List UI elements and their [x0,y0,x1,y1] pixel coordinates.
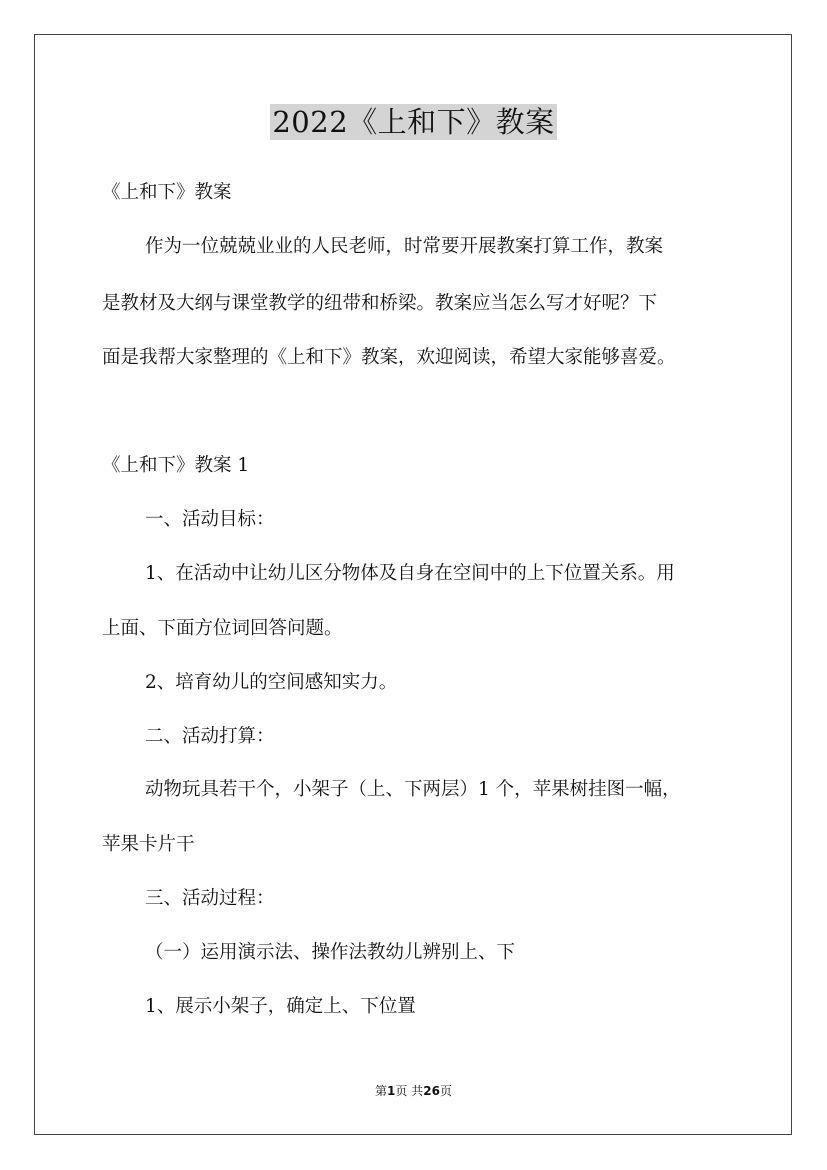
footer-prefix: 第 [375,1084,388,1098]
footer-mid: 页 共 [395,1084,424,1098]
title-container [0,104,827,140]
footer-total-pages: 26 [423,1084,440,1098]
footer-suffix: 页 [439,1084,452,1098]
goals-heading: 一、活动目标： [145,509,275,530]
goal-1-line-2: 上面、下面方位词回答问题。 [102,618,343,639]
intro-line-2: 是教材及大纲与课堂教学的纽带和桥梁。教案应当怎么写才好呢？下 [102,293,658,314]
section-heading: 《上和下》教案 1 [102,455,250,476]
process-step-1: 1、展示小架子，确定上、下位置 [145,996,416,1017]
prep-heading: 二、活动打算： [145,726,275,747]
page-footer [0,1083,827,1099]
goal-2: 2、培育幼儿的空间感知实力。 [145,672,398,693]
goal-1-line-1: 1、在活动中让幼儿区分物体及自身在空间中的上下位置关系。用 [145,563,675,584]
intro-line-1: 作为一位兢兢业业的人民老师，时常要开展教案打算工作，教案 [145,236,664,257]
prep-line-2: 苹果卡片干 [102,834,195,855]
process-heading: 三、活动过程： [145,888,275,909]
document-title: 2022《上和下》教案 [272,105,555,139]
footer-page-number: 1 [387,1084,396,1098]
intro-line-3: 面是我帮大家整理的《上和下》教案，欢迎阅读，希望大家能够喜爱。 [102,347,676,368]
subtitle: 《上和下》教案 [102,182,232,203]
process-sub-1: （一）运用演示法、操作法教幼儿辨别上、下 [145,942,516,963]
prep-line-1: 动物玩具若干个，小架子（上、下两层）1 个，苹果树挂图一幅， [145,779,681,800]
